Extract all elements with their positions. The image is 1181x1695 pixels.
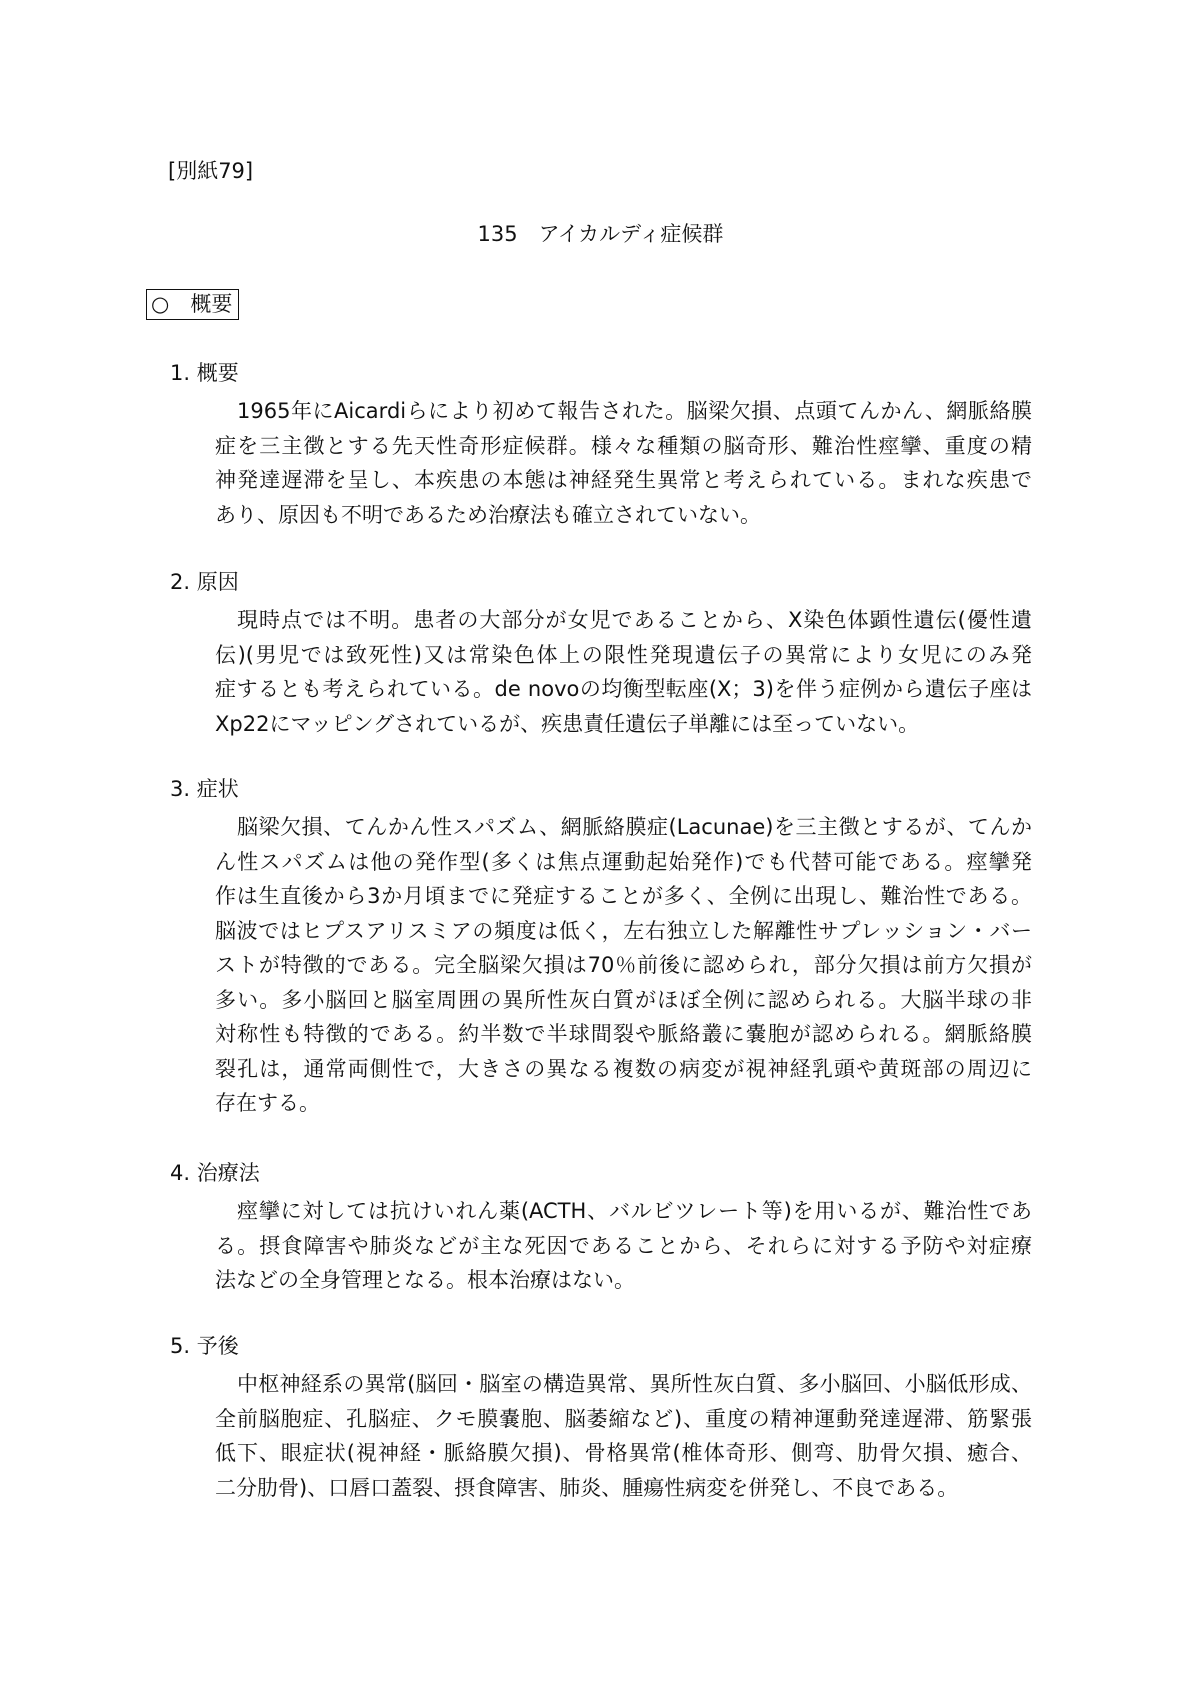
text-line: 多い。多小脳回と脳室周囲の異所性灰白質がほぼ全例に認められる。大脳半球の非 — [215, 987, 1032, 1012]
section-box-overview: ○ 概要 — [146, 289, 239, 320]
section-prognosis — [170, 1331, 1032, 1505]
text-line: 神発達遅滞を呈し、本疾患の本態は神経発生異常と考えられている。まれな疾患で — [215, 468, 1032, 492]
text-line: 対称性も特徴的である。約半数で半球間裂や脈絡叢に嚢胞が認められる。網脈絡膜 — [215, 1022, 1032, 1046]
text-line: ん性スパズムは他の発作型(多くは焦点運動起始発作)でも代替可能である。痙攣発 — [215, 849, 1032, 874]
section-heading: 5. 予後 — [170, 1334, 239, 1358]
text-line: 作は生直後から3か月頃までに発症することが多く、全例に出現し、難治性である。 — [215, 884, 1032, 908]
section-heading: 1. 概要 — [170, 361, 239, 385]
text-line: る。摂食障害や肺炎などが主な死因であることから、それらに対する予防や対症療 — [215, 1233, 1032, 1258]
section-body — [215, 1367, 1032, 1505]
text-line: ストが特徴的である。完全脳梁欠損は70％前後に認められ，部分欠損は前方欠損が — [215, 953, 1032, 977]
text-line: 存在する。 — [215, 1091, 320, 1115]
section-body — [215, 810, 1032, 1121]
section-cause — [170, 567, 1032, 741]
section-body — [215, 603, 1032, 741]
section-body — [215, 1194, 1032, 1298]
section-heading: 4. 治療法 — [170, 1161, 260, 1185]
section-body — [215, 394, 1032, 532]
section-heading: 2. 原因 — [170, 570, 239, 594]
text-line: 中枢神経系の異常(脳回・脳室の構造異常、異所性灰白質、多小脳回、小脳低形成、 — [237, 1372, 1032, 1396]
text-line: 法などの全身管理となる。根本治療はない。 — [215, 1268, 635, 1292]
section-heading: 3. 症状 — [170, 777, 239, 801]
text-line: 症するとも考えられている。de novoの均衡型転座(X；3)を伴う症例から遺伝子座は — [215, 677, 1032, 701]
text-line: 脳梁欠損、てんかん性スパズム、網脈絡膜症(Lacunae)を三主徴とするが、てんか — [237, 815, 1032, 839]
text-line: 裂孔は，通常両側性で，大きさの異なる複数の病変が視神経乳頭や黄斑部の周辺に — [215, 1056, 1032, 1081]
text-line: 脳波ではヒプスアリスミアの頻度は低く，左右独立した解離性サプレッション・バー — [215, 918, 1032, 943]
text-line: 痙攣に対しては抗けいれん薬(ACTH、バルビツレート等)を用いるが、難治性であ — [237, 1199, 1032, 1223]
text-line: 現時点では不明。患者の大部分が女児であることから、X染色体顕性遺伝(優性遺 — [237, 608, 1032, 632]
text-line: 1965年にAicardiらにより初めて報告された。脳梁欠損、点頭てんかん、網脈絡膜 — [237, 399, 1032, 423]
text-line: あり、原因も不明であるため治療法も確立されていない。 — [215, 502, 761, 527]
text-line: 伝)(男児では致死性)又は常染色体上の限性発現遺伝子の異常により女児にのみ発 — [215, 642, 1032, 667]
sheet-label: [別紙79] — [168, 159, 254, 183]
document-title: 135 アイカルディ症候群 — [477, 222, 724, 246]
section-symptoms — [170, 774, 1032, 1121]
text-line: 低下、眼症状(視神経・脈絡膜欠損)、骨格異常(椎体奇形、側弯、肋骨欠損、癒合、 — [215, 1441, 1032, 1465]
text-line: 全前脳胞症、孔脳症、クモ膜嚢胞、脳萎縮など)、重度の精神運動発達遅滞、筋緊張 — [215, 1406, 1032, 1431]
section-overview — [170, 358, 1032, 532]
section-treatment — [170, 1158, 1032, 1298]
text-line: 二分肋骨)、口唇口蓋裂、摂食障害、肺炎、腫瘍性病変を併発し、不良である。 — [215, 1475, 959, 1500]
text-line: 症を三主徴とする先天性奇形症候群。様々な種類の脳奇形、難治性痙攣、重度の精 — [215, 433, 1032, 458]
text-line: Xp22にマッピングされているが、疾患責任遺伝子単離には至っていない。 — [215, 711, 920, 736]
